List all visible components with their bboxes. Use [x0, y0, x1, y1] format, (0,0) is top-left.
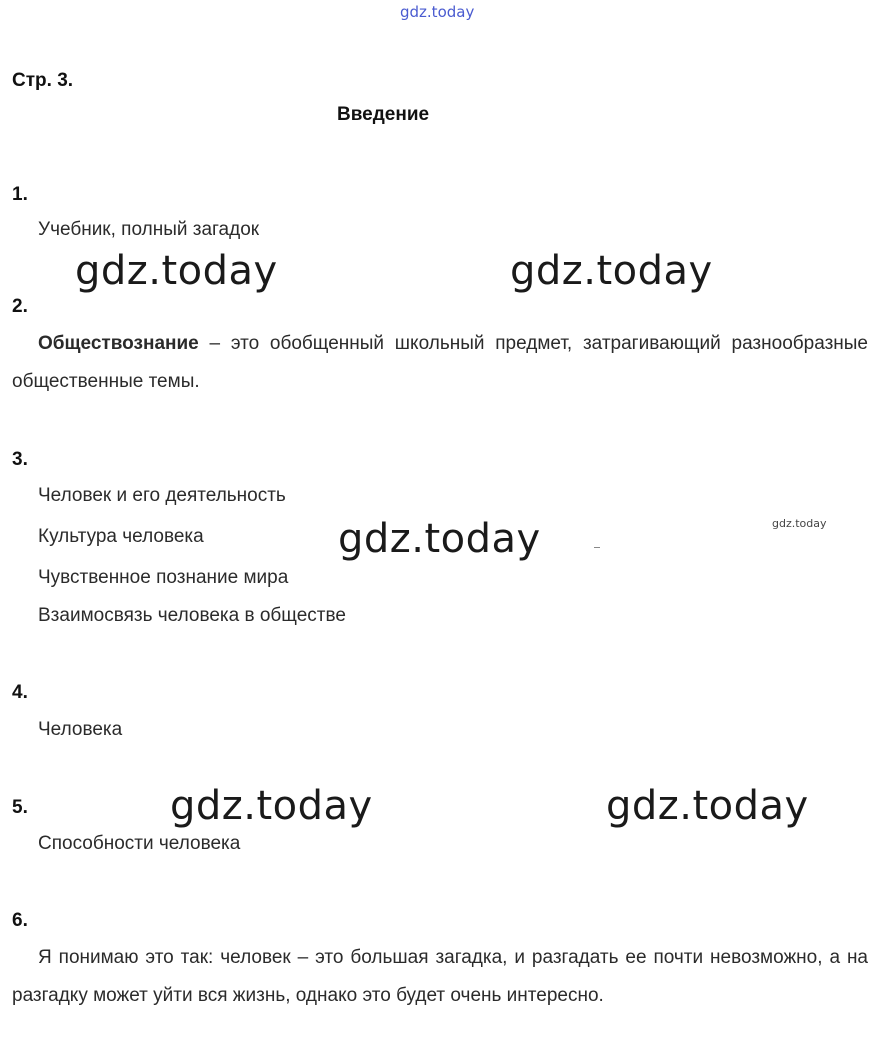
answer-3-line: Человек и его деятельность: [38, 485, 286, 506]
answer-2: [12, 325, 868, 401]
answer-6-text: Я понимаю это так: человек – это большая загадка, и разгадать ее почти невозможно, а на разгадку может уйти вся жизнь, однако это будет очень интересно.: [12, 947, 868, 1006]
watermark-tiny: gdz.today: [772, 517, 827, 530]
watermark-large: gdz.today: [75, 248, 278, 294]
watermark-top: gdz.today: [400, 3, 475, 21]
watermark-large: gdz.today: [170, 783, 373, 829]
answer-1: Учебник, полный загадок: [38, 219, 260, 240]
question-number-5: 5.: [12, 797, 28, 818]
page-label: Стр. 3.: [12, 70, 74, 91]
question-number-1: 1.: [12, 184, 28, 205]
watermark-large: gdz.today: [510, 248, 713, 294]
watermark-large: gdz.today: [338, 516, 541, 562]
answer-2-term: Обществознание: [38, 333, 199, 354]
answer-3-line: Взаимосвязь человека в обществе: [38, 605, 346, 626]
answer-4: Человека: [38, 719, 123, 740]
page-title: Введение: [337, 104, 430, 125]
answer-6: [12, 939, 868, 1015]
question-number-3: 3.: [12, 449, 28, 470]
watermark-large: gdz.today: [606, 783, 809, 829]
stray-mark: [594, 547, 600, 548]
answer-3-line: Культура человека: [38, 526, 204, 547]
answer-2-definition: – это обобщенный школьный предмет, затрагивающий разнообразные общественные темы.: [12, 333, 868, 392]
question-number-2: 2.: [12, 296, 28, 317]
answer-3-line: Чувственное познание мира: [38, 567, 289, 588]
question-number-6: 6.: [12, 910, 28, 931]
question-number-4: 4.: [12, 682, 28, 703]
answer-5: Способности человека: [38, 833, 241, 854]
